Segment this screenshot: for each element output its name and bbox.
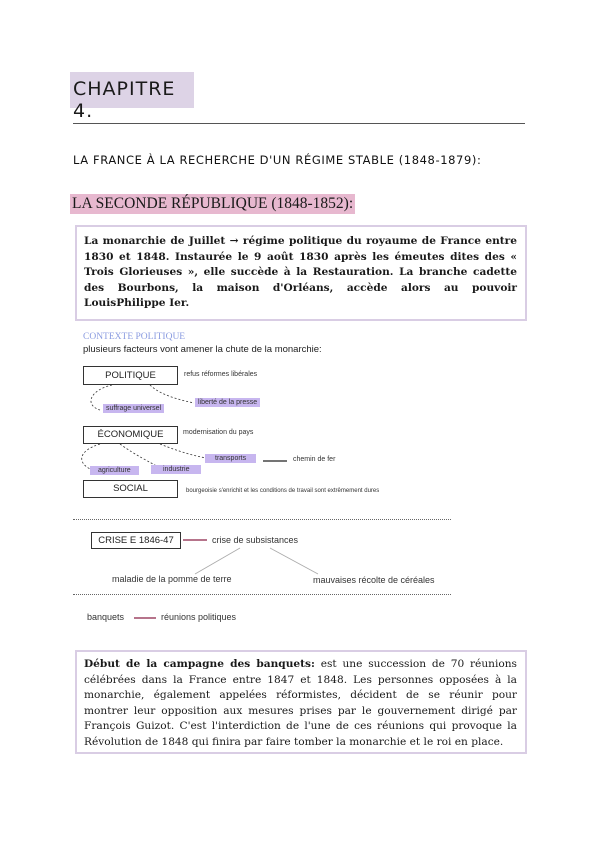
- banquets-result: réunions politiques: [161, 612, 237, 622]
- chemin-de-fer-note: chemin de fer: [293, 456, 336, 463]
- chapter-title: CHAPITRE 4.: [73, 78, 176, 122]
- campaign-text: [84, 657, 517, 750]
- context-title: CONTEXTE POLITIQUE: [83, 332, 186, 342]
- context-subtitle: plusieurs facteurs vont amener la chute de la monarchie:: [83, 344, 322, 355]
- social-box: SOCIAL: [83, 480, 178, 498]
- politique-box: POLITIQUE: [83, 366, 178, 385]
- politique-note: refus réformes libérales: [184, 371, 258, 378]
- banquets-label: banquets: [87, 612, 125, 622]
- campaign-body: est une succession de 70 réunions célébrées dans la France entre 1847 et 1848. Les personnes opposées à la monarchie, également appelées réformistes, décident de se réunir pour montrer leur opposition aux mesures prises par le gouvernement dirigé par François Guizot. C'est l'interdiction de l'une de ces réunions qui provoque la Révolution de 1848 qui finira par faire tomber la monarchie et le roi en place.: [84, 658, 517, 748]
- crise-consequence: crise de subsistances: [212, 535, 299, 545]
- tag-liberte-presse: liberté de la presse: [195, 398, 260, 407]
- dotted-divider-1: [73, 519, 451, 520]
- dotted-divider-2: [73, 594, 451, 595]
- crise-cause-right: mauvaises récolte de céréales: [313, 575, 435, 585]
- campaign-lead: Début de la campagne des banquets:: [84, 658, 315, 670]
- campaign-box: [75, 650, 527, 754]
- tag-transports: transports: [205, 454, 256, 463]
- economique-box: ÉCONOMIQUE: [83, 426, 178, 444]
- tag-agriculture: agriculture: [90, 466, 139, 475]
- crise-cause-left: maladie de la pomme de terre: [112, 574, 232, 584]
- economique-note: modernisation du pays: [183, 429, 254, 436]
- crise-box: CRISE E 1846-47: [91, 532, 181, 549]
- section-heading: LA SECONDE RÉPUBLIQUE (1848-1852):: [72, 195, 354, 212]
- tag-industrie: industrie: [151, 465, 201, 474]
- chapter-subtitle: LA FRANCE À LA RECHERCHE D'UN RÉGIME STABLE (1848-1879):: [73, 153, 482, 167]
- tag-suffrage-universel: suffrage universel: [103, 404, 164, 413]
- intro-text: La monarchie de Juillet → régime politique du royaume de France entre 1830 et 1848. Instaurée le 9 août 1830 après les émeutes dites des « Trois Glorieuses », elle succède à la Restauration. La branche cadette des Bourbons, la maison d'Orléans, accède alors au pouvoir LouisPhilippe Ier.: [84, 235, 517, 309]
- social-note: bourgeoisie s'enrichit et les conditions de travail sont extrêmement dures: [186, 488, 380, 494]
